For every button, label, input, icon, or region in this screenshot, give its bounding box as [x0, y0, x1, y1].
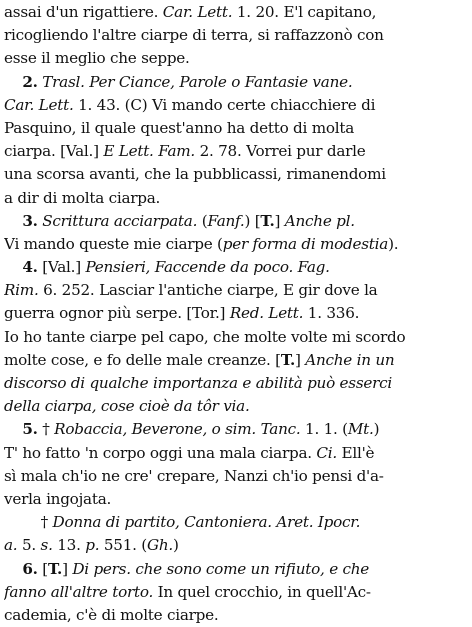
italic-text: Scrittura acciarpata. — [42, 211, 198, 230]
plain-text: ] — [295, 350, 306, 369]
text-line — [4, 534, 466, 557]
plain-text: verla ingojata. — [4, 489, 112, 508]
italic-text: Fanf. — [207, 211, 245, 230]
bold-text: 5. — [22, 420, 38, 439]
plain-text — [4, 420, 22, 438]
text-line — [4, 418, 466, 441]
italic-text: a. — [4, 536, 18, 555]
plain-text: ] — [274, 211, 285, 230]
italic-text: Red. Lett. — [229, 304, 304, 323]
bold-text: 2. — [22, 72, 38, 91]
plain-text: cademia, c'è di molte ciarpe. — [4, 605, 219, 624]
bold-text: 6. — [22, 559, 38, 578]
plain-text: 551. ( — [99, 536, 147, 555]
bold-text: 3. — [22, 211, 38, 230]
italic-text: Car. Lett. — [4, 95, 74, 114]
plain-text: ricogliendo l'altre ciarpe di terra, si raffazzonò con — [4, 26, 384, 45]
plain-text: sì mala ch'io ne cre' crepare, Nanzi ch'io pensi d'a- — [4, 466, 384, 485]
italic-text: cioè da tôr via. — [138, 397, 250, 416]
text-line — [4, 1, 466, 24]
italic-text: Trasl. Per Ciance, Parole o Fantasie vane. — [42, 72, 353, 91]
italic-text: E Lett. Fam. — [103, 142, 195, 161]
text-line — [4, 163, 466, 186]
bold-text: T. — [47, 559, 63, 578]
italic-text: discorso di qualche importanza e abilità può esserci — [4, 374, 392, 392]
plain-text: 13. — [52, 536, 86, 555]
plain-text: 1. 20. E'l capitano, — [232, 3, 377, 21]
text-line — [4, 465, 466, 488]
dictionary-page — [0, 1, 472, 624]
text-line — [4, 94, 466, 117]
bold-text: 4. — [22, 258, 38, 277]
plain-text: una scorsa avanti, che la pubblicassi, rimanendomi — [4, 165, 386, 184]
bold-text: T. — [280, 350, 295, 369]
text-line — [4, 210, 466, 233]
plain-text: T' ho fatto 'n corpo oggi una mala ciarpa. — [4, 443, 317, 462]
plain-text: molte cose, e fo delle male creanze. [ — [4, 350, 281, 369]
italic-text: Rim. — [4, 281, 39, 300]
dictionary-entry-text — [4, 1, 466, 627]
plain-text: ] — [62, 559, 73, 578]
plain-text: ( — [197, 211, 208, 230]
text-line — [4, 558, 466, 581]
italic-text: della ciarpa, — [4, 397, 101, 416]
text-line — [4, 233, 466, 256]
text-line — [4, 140, 466, 163]
plain-text: assai d'un rigattiere. — [4, 3, 163, 21]
plain-text: In quel crocchio, in quell'Ac- — [153, 582, 371, 601]
plain-text: 1. 336. — [303, 304, 360, 323]
plain-text: ) — [172, 536, 179, 555]
italic-text: Anche pl. — [284, 211, 355, 230]
plain-text: a dir di molta ciarpa. — [4, 188, 161, 207]
italic-text: Robaccia, Beverone, o sim. Tanc. — [54, 420, 301, 439]
text-line — [4, 372, 466, 395]
text-line — [4, 24, 466, 47]
plain-text: † — [37, 420, 55, 439]
text-line — [4, 604, 466, 627]
italic-text: Di pers. che sono come un rifiuto, e che — [72, 559, 370, 578]
italic-text: Pensieri, Faccende da poco. Fag. — [85, 258, 330, 277]
text-line — [4, 71, 466, 94]
plain-text — [4, 73, 22, 91]
plain-text: guerra ognor più serpe. [Tor.] — [4, 304, 230, 323]
italic-text: Mt. — [347, 420, 374, 439]
italic-text: Gh. — [146, 536, 173, 555]
plain-text: esse il meglio che seppe. — [4, 49, 190, 68]
text-line — [4, 488, 466, 511]
plain-text: ). — [388, 234, 399, 253]
plain-text: Vi mando queste mie ciarpe ( — [4, 234, 223, 253]
plain-text: ) — [373, 420, 380, 439]
text-line — [4, 117, 466, 140]
italic-text: Car. Lett. — [162, 3, 233, 21]
plain-text: ciarpa. [Val.] — [4, 142, 104, 161]
plain-text: 6. 252. Lasciar l'antiche ciarpe, E gir dove la — [38, 281, 378, 300]
plain-text: † — [4, 513, 53, 532]
italic-text: fanno all'altre torto. — [4, 582, 154, 601]
plain-text: Pasquino, il quale quest'anno ha detto di molta — [4, 118, 355, 137]
text-line — [4, 349, 466, 372]
text-line — [4, 279, 466, 302]
text-line — [4, 326, 466, 349]
text-line — [4, 442, 466, 465]
italic-text: s. — [40, 536, 53, 555]
plain-text: 1. 1. ( — [300, 420, 348, 439]
plain-text: 1. 43. (C) Vi mando certe chiacchiere di — [73, 95, 376, 114]
plain-text: [Val.] — [37, 258, 86, 277]
plain-text: ) [ — [244, 211, 261, 230]
text-line — [4, 187, 466, 210]
plain-text: Io ho tante ciarpe pel capo, che molte volte mi scordo — [4, 327, 406, 346]
italic-text: Anche in un — [305, 350, 395, 369]
italic-text: per forma di modestia — [222, 234, 389, 253]
italic-text: cose — [100, 397, 135, 416]
plain-text: [ — [37, 559, 48, 578]
text-line — [4, 256, 466, 279]
italic-text: Ci. — [316, 443, 337, 462]
plain-text: 2. 78. Vorrei pur darle — [195, 142, 366, 161]
plain-text — [4, 212, 22, 230]
text-line — [4, 511, 466, 534]
plain-text — [4, 258, 22, 276]
italic-text: p. — [85, 536, 100, 555]
plain-text — [4, 560, 22, 578]
bold-text: T. — [260, 211, 275, 230]
text-line — [4, 47, 466, 70]
text-line — [4, 395, 466, 418]
plain-text: Ell'è — [336, 443, 375, 462]
text-line — [4, 581, 466, 604]
italic-text: Donna di partito, Cantoniera. Aret. Ipocr. — [52, 513, 361, 532]
plain-text: 5. — [17, 536, 41, 555]
text-line — [4, 302, 466, 325]
